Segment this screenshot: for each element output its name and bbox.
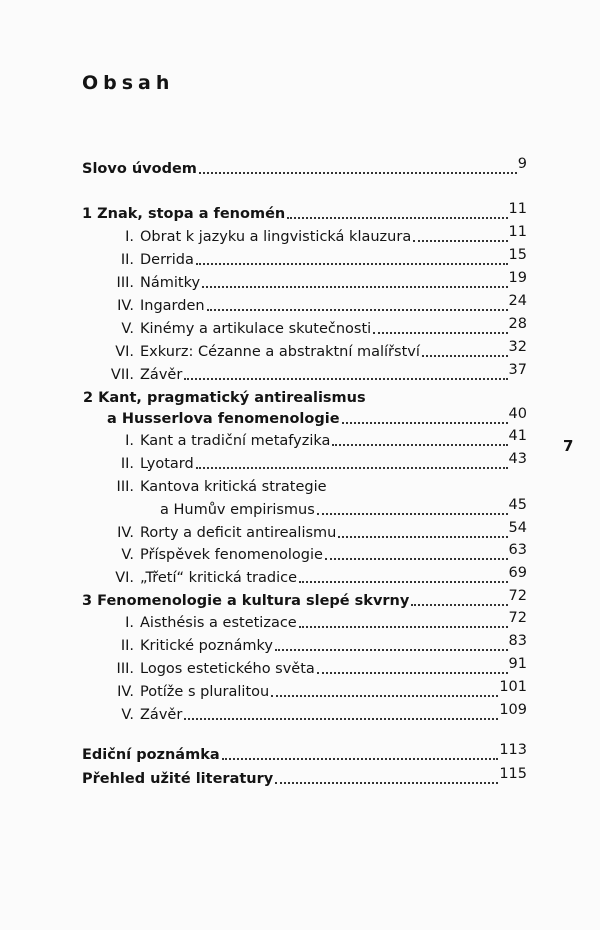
toc-entry <box>116 270 527 292</box>
entry-title: Kant a tradiční metafyzika <box>140 433 331 449</box>
dot-leader <box>338 536 507 538</box>
entry-title: 2 Kant, pragmatický antirealismus <box>83 390 366 406</box>
dot-leader <box>413 240 507 242</box>
toc-entry <box>125 224 527 246</box>
toc-entry <box>121 542 527 564</box>
entry-title: Aisthésis a estetizace <box>140 615 297 631</box>
dot-leader <box>332 444 507 446</box>
page-number: 7 <box>563 437 574 455</box>
toc-entry <box>121 702 527 724</box>
dot-leader <box>275 649 508 651</box>
entry-page: 72 <box>508 588 527 604</box>
entry-numeral: V. <box>121 321 134 337</box>
dot-leader <box>207 309 508 311</box>
toc-entry <box>83 389 527 407</box>
entry-numeral: III. <box>116 479 134 495</box>
entry-title: Slovo úvodem <box>82 161 197 177</box>
entry-numeral: I. <box>125 433 134 449</box>
dot-leader <box>202 286 508 288</box>
entry-page: 83 <box>508 633 527 649</box>
entry-title: „Třetí“ kritická tradice <box>140 570 298 586</box>
dot-leader <box>422 355 508 357</box>
entry-page: 101 <box>499 679 527 695</box>
entry-numeral: III. <box>116 661 134 677</box>
toc-entry <box>120 633 527 655</box>
entry-title: Námitky <box>140 275 201 291</box>
entry-numeral: IV. <box>117 298 134 314</box>
toc-entry <box>117 679 527 701</box>
toc-entry <box>82 588 527 610</box>
entry-page: 40 <box>508 406 527 422</box>
entry-title: Rorty a deficit antirealismu <box>140 525 337 541</box>
entry-page: 45 <box>508 497 527 513</box>
entry-title: Kritické poznámky <box>140 638 273 654</box>
entry-page: 109 <box>499 702 527 718</box>
entry-title: Potíže s pluralitou <box>140 684 270 700</box>
entry-page: 19 <box>508 270 527 286</box>
dot-leader <box>196 263 508 265</box>
dot-leader <box>222 758 499 760</box>
entry-page: 15 <box>508 247 527 263</box>
dot-leader <box>275 782 498 784</box>
entry-page: 24 <box>508 293 527 309</box>
dot-leader <box>317 672 508 674</box>
toc-entry <box>110 362 527 384</box>
entry-title: Příspěvek fenomenologie <box>140 547 323 563</box>
toc-entry <box>117 293 527 315</box>
toc-entry <box>125 610 527 632</box>
entry-title: Derrida <box>140 252 194 268</box>
entry-numeral: II. <box>120 638 134 654</box>
entry-numeral: I. <box>125 229 134 245</box>
dot-leader <box>342 422 508 424</box>
entry-title: Exkurz: Cézanne a abstraktní malířství <box>140 344 420 360</box>
entry-title: a Husserlova fenomenologie <box>107 411 340 427</box>
entry-numeral: II. <box>120 252 134 268</box>
toc-entry <box>121 316 527 338</box>
entry-page: 32 <box>508 339 527 355</box>
entry-title: Kinémy a artikulace skutečnosti <box>140 321 372 337</box>
toc-entry <box>82 766 527 788</box>
entry-numeral: V. <box>121 547 134 563</box>
entry-page: 91 <box>508 656 527 672</box>
entry-title: Přehled užité literatury <box>82 771 274 787</box>
dot-leader <box>184 378 507 380</box>
dot-leader <box>287 217 507 219</box>
entry-page: 41 <box>508 428 527 444</box>
toc-entry <box>116 656 527 678</box>
dot-leader <box>271 695 498 697</box>
toc-entry <box>120 247 527 269</box>
page-title: Obsah <box>82 72 175 94</box>
entry-page: 72 <box>508 610 527 626</box>
entry-page: 115 <box>499 766 527 782</box>
toc-entry <box>116 478 527 496</box>
entry-page: 69 <box>508 565 527 581</box>
toc-entry <box>160 497 527 519</box>
entry-title: Závěr <box>140 367 183 383</box>
entry-page: 28 <box>508 316 527 332</box>
dot-leader <box>184 718 498 720</box>
dot-leader <box>199 172 517 174</box>
entry-numeral: V. <box>121 707 134 723</box>
toc-entry <box>125 428 527 450</box>
toc-entry <box>120 451 527 473</box>
entry-numeral: VII. <box>110 367 134 383</box>
entry-title: Kantova kritická strategie <box>140 479 327 495</box>
entry-page: 11 <box>508 224 527 240</box>
entry-title: a Humův empirismus <box>160 502 315 518</box>
dot-leader <box>411 604 507 606</box>
entry-title: 1 Znak, stopa a fenomén <box>82 206 286 222</box>
dot-leader <box>299 581 508 583</box>
entry-numeral: IV. <box>117 525 134 541</box>
entry-numeral: III. <box>116 275 134 291</box>
entry-numeral: I. <box>125 615 134 631</box>
dot-leader <box>317 513 508 515</box>
entry-title: Logos estetického světa <box>140 661 315 677</box>
entry-title: Lyotard <box>140 456 194 472</box>
toc-entry <box>107 406 527 428</box>
entry-page: 54 <box>508 520 527 536</box>
entry-page: 63 <box>508 542 527 558</box>
entry-numeral: II. <box>120 456 134 472</box>
entry-numeral: VI. <box>115 570 134 586</box>
entry-numeral: VI. <box>115 344 134 360</box>
entry-title: Obrat k jazyku a lingvistická klauzura <box>140 229 412 245</box>
entry-title: Ingarden <box>140 298 205 314</box>
toc-entry <box>115 339 527 361</box>
entry-page: 113 <box>499 742 527 758</box>
toc-entry <box>115 565 527 587</box>
entry-page: 9 <box>517 156 527 172</box>
dot-leader <box>325 558 508 560</box>
dot-leader <box>196 467 508 469</box>
entry-numeral: IV. <box>117 684 134 700</box>
dot-leader <box>373 332 507 334</box>
entry-title: Ediční poznámka <box>82 747 220 763</box>
toc-entry <box>82 201 527 223</box>
toc-entry <box>82 742 527 764</box>
entry-title: 3 Fenomenologie a kultura slepé skvrny <box>82 593 410 609</box>
toc-entry <box>82 156 527 178</box>
dot-leader <box>299 626 508 628</box>
entry-page: 37 <box>508 362 527 378</box>
entry-title: Závěr <box>140 707 183 723</box>
entry-page: 11 <box>508 201 527 217</box>
toc-entry <box>117 520 527 542</box>
entry-page: 43 <box>508 451 527 467</box>
